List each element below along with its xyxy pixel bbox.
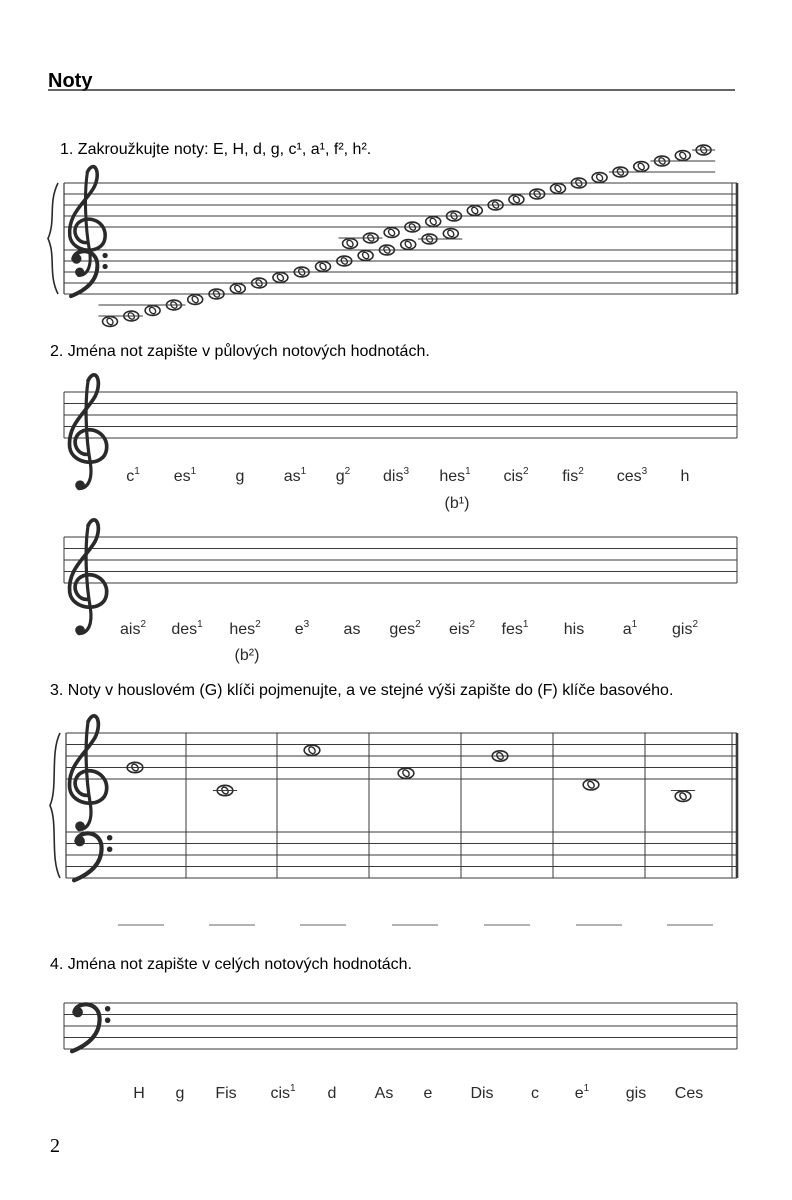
note-name: des$^1$ — [171, 619, 203, 638]
note-name: dis$^3$ — [382, 466, 410, 485]
note-name: d — [327, 1085, 337, 1102]
whole-note-hole — [361, 251, 370, 260]
note-name: hes$^2$ — [229, 619, 261, 638]
whole-note-hole — [234, 284, 243, 293]
bass-clef — [74, 833, 112, 880]
treble-clef-stem — [79, 526, 91, 634]
note-name: Ces — [674, 1085, 704, 1102]
whole-note-hole — [404, 240, 413, 249]
exercise-1-text: 1. Zakroužkujte noty: E, H, d, g, c¹, a¹, f², h². — [60, 141, 372, 158]
note-name: g — [175, 1085, 185, 1102]
page-title: Noty — [48, 70, 93, 92]
note-name: $c^1$ — [126, 466, 140, 485]
exercise-4-bass-staff — [64, 1003, 737, 1051]
note-name: his — [563, 621, 585, 638]
note-name: $as^1$ — [283, 466, 307, 485]
whole-note-hole — [308, 746, 317, 755]
whole-note-hole — [679, 792, 688, 801]
bass-clef-dot-upper — [102, 253, 107, 258]
note-name: $e^3$ — [294, 619, 310, 638]
exercise-1-grand-staff — [48, 145, 737, 326]
exercise-4-names — [133, 1083, 703, 1102]
exercise-3-grand-staff — [50, 716, 737, 880]
whole-note-hole — [587, 780, 596, 789]
whole-note-hole — [447, 229, 456, 238]
note-name: $es^1$ — [173, 466, 197, 485]
bass-clef — [72, 1004, 110, 1051]
note-name: hes$^1$ — [439, 466, 471, 485]
treble-clef-dot — [75, 625, 85, 635]
bass-clef-dot-lower — [107, 846, 113, 852]
note-name: $a^1$ — [622, 619, 638, 638]
treble-clef-dot — [75, 267, 84, 276]
note-name: Fis — [215, 1085, 237, 1102]
whole-note-hole — [471, 206, 480, 215]
note-name: as — [343, 621, 361, 638]
bass-clef-dot-lower — [105, 1017, 111, 1023]
bass-clef-head — [72, 254, 82, 264]
note-name-alternative: (b²) — [234, 647, 260, 664]
bass-clef-dot-upper — [105, 1006, 111, 1012]
exercise-2-staff-2 — [64, 520, 737, 635]
whole-note-hole — [637, 162, 646, 171]
treble-clef-stem — [79, 381, 91, 489]
note-name: ges$^2$ — [389, 619, 421, 638]
note-name: ais$^2$ — [119, 619, 147, 638]
page-number: 2 — [50, 1135, 60, 1157]
note-name: H — [133, 1085, 145, 1102]
treble-clef-stem — [79, 722, 91, 830]
whole-note-hole — [191, 295, 200, 304]
exercise-2-text: 2. Jména not zapište v půlových notových hodnotách. — [50, 343, 430, 360]
note-name: c — [531, 1085, 539, 1102]
note-name: g — [235, 468, 245, 485]
bass-clef-head — [75, 836, 85, 846]
exercise-2-names-row-2 — [120, 619, 698, 664]
note-name: As — [374, 1085, 394, 1102]
exercise-2-names-row-1 — [126, 466, 689, 512]
whole-note-hole — [402, 769, 411, 778]
bass-clef-dot-upper — [107, 835, 113, 841]
treble-clef-dot — [75, 480, 85, 490]
exercise-3-text: 3. Noty v houslovém (G) klíči pojmenujte, a ve stejné výši zapište do (F) klíče basového. — [50, 682, 674, 699]
note-name: gis$^2$ — [671, 619, 699, 638]
whole-note-hole — [276, 273, 285, 282]
whole-note-hole — [106, 317, 115, 326]
note-name: fes$^1$ — [501, 619, 529, 638]
bass-clef-head — [73, 1007, 83, 1017]
exercise-4-text: 4. Jména not zapište v celých notových hodnotách. — [50, 956, 412, 973]
whole-note-hole — [387, 228, 396, 237]
whole-note-hole — [319, 262, 328, 271]
treble-clef-dot — [75, 821, 85, 831]
whole-note-hole — [554, 184, 563, 193]
note-name-alternative: (b¹) — [444, 495, 470, 512]
note-name: eis$^2$ — [448, 619, 476, 638]
whole-note-hole — [679, 151, 688, 160]
note-name: h — [680, 468, 690, 485]
whole-note-hole — [595, 173, 604, 182]
note-name: $g^2$ — [335, 466, 351, 485]
note-name: $e^1$ — [574, 1083, 590, 1102]
note-name: e — [423, 1085, 433, 1102]
note-name: fis$^2$ — [562, 466, 584, 485]
note-name: Dis — [470, 1085, 494, 1102]
note-name: cis$^2$ — [503, 466, 529, 485]
note-name: ces$^3$ — [616, 466, 648, 485]
whole-note-hole — [512, 195, 521, 204]
whole-note-hole — [148, 306, 157, 315]
note-name: gis — [625, 1085, 647, 1102]
brace — [48, 183, 58, 294]
whole-note-hole — [429, 217, 438, 226]
whole-note-hole — [346, 239, 355, 248]
brace — [50, 733, 60, 878]
note-name: cis$^1$ — [270, 1083, 296, 1102]
bass-clef-dot-lower — [102, 264, 107, 269]
